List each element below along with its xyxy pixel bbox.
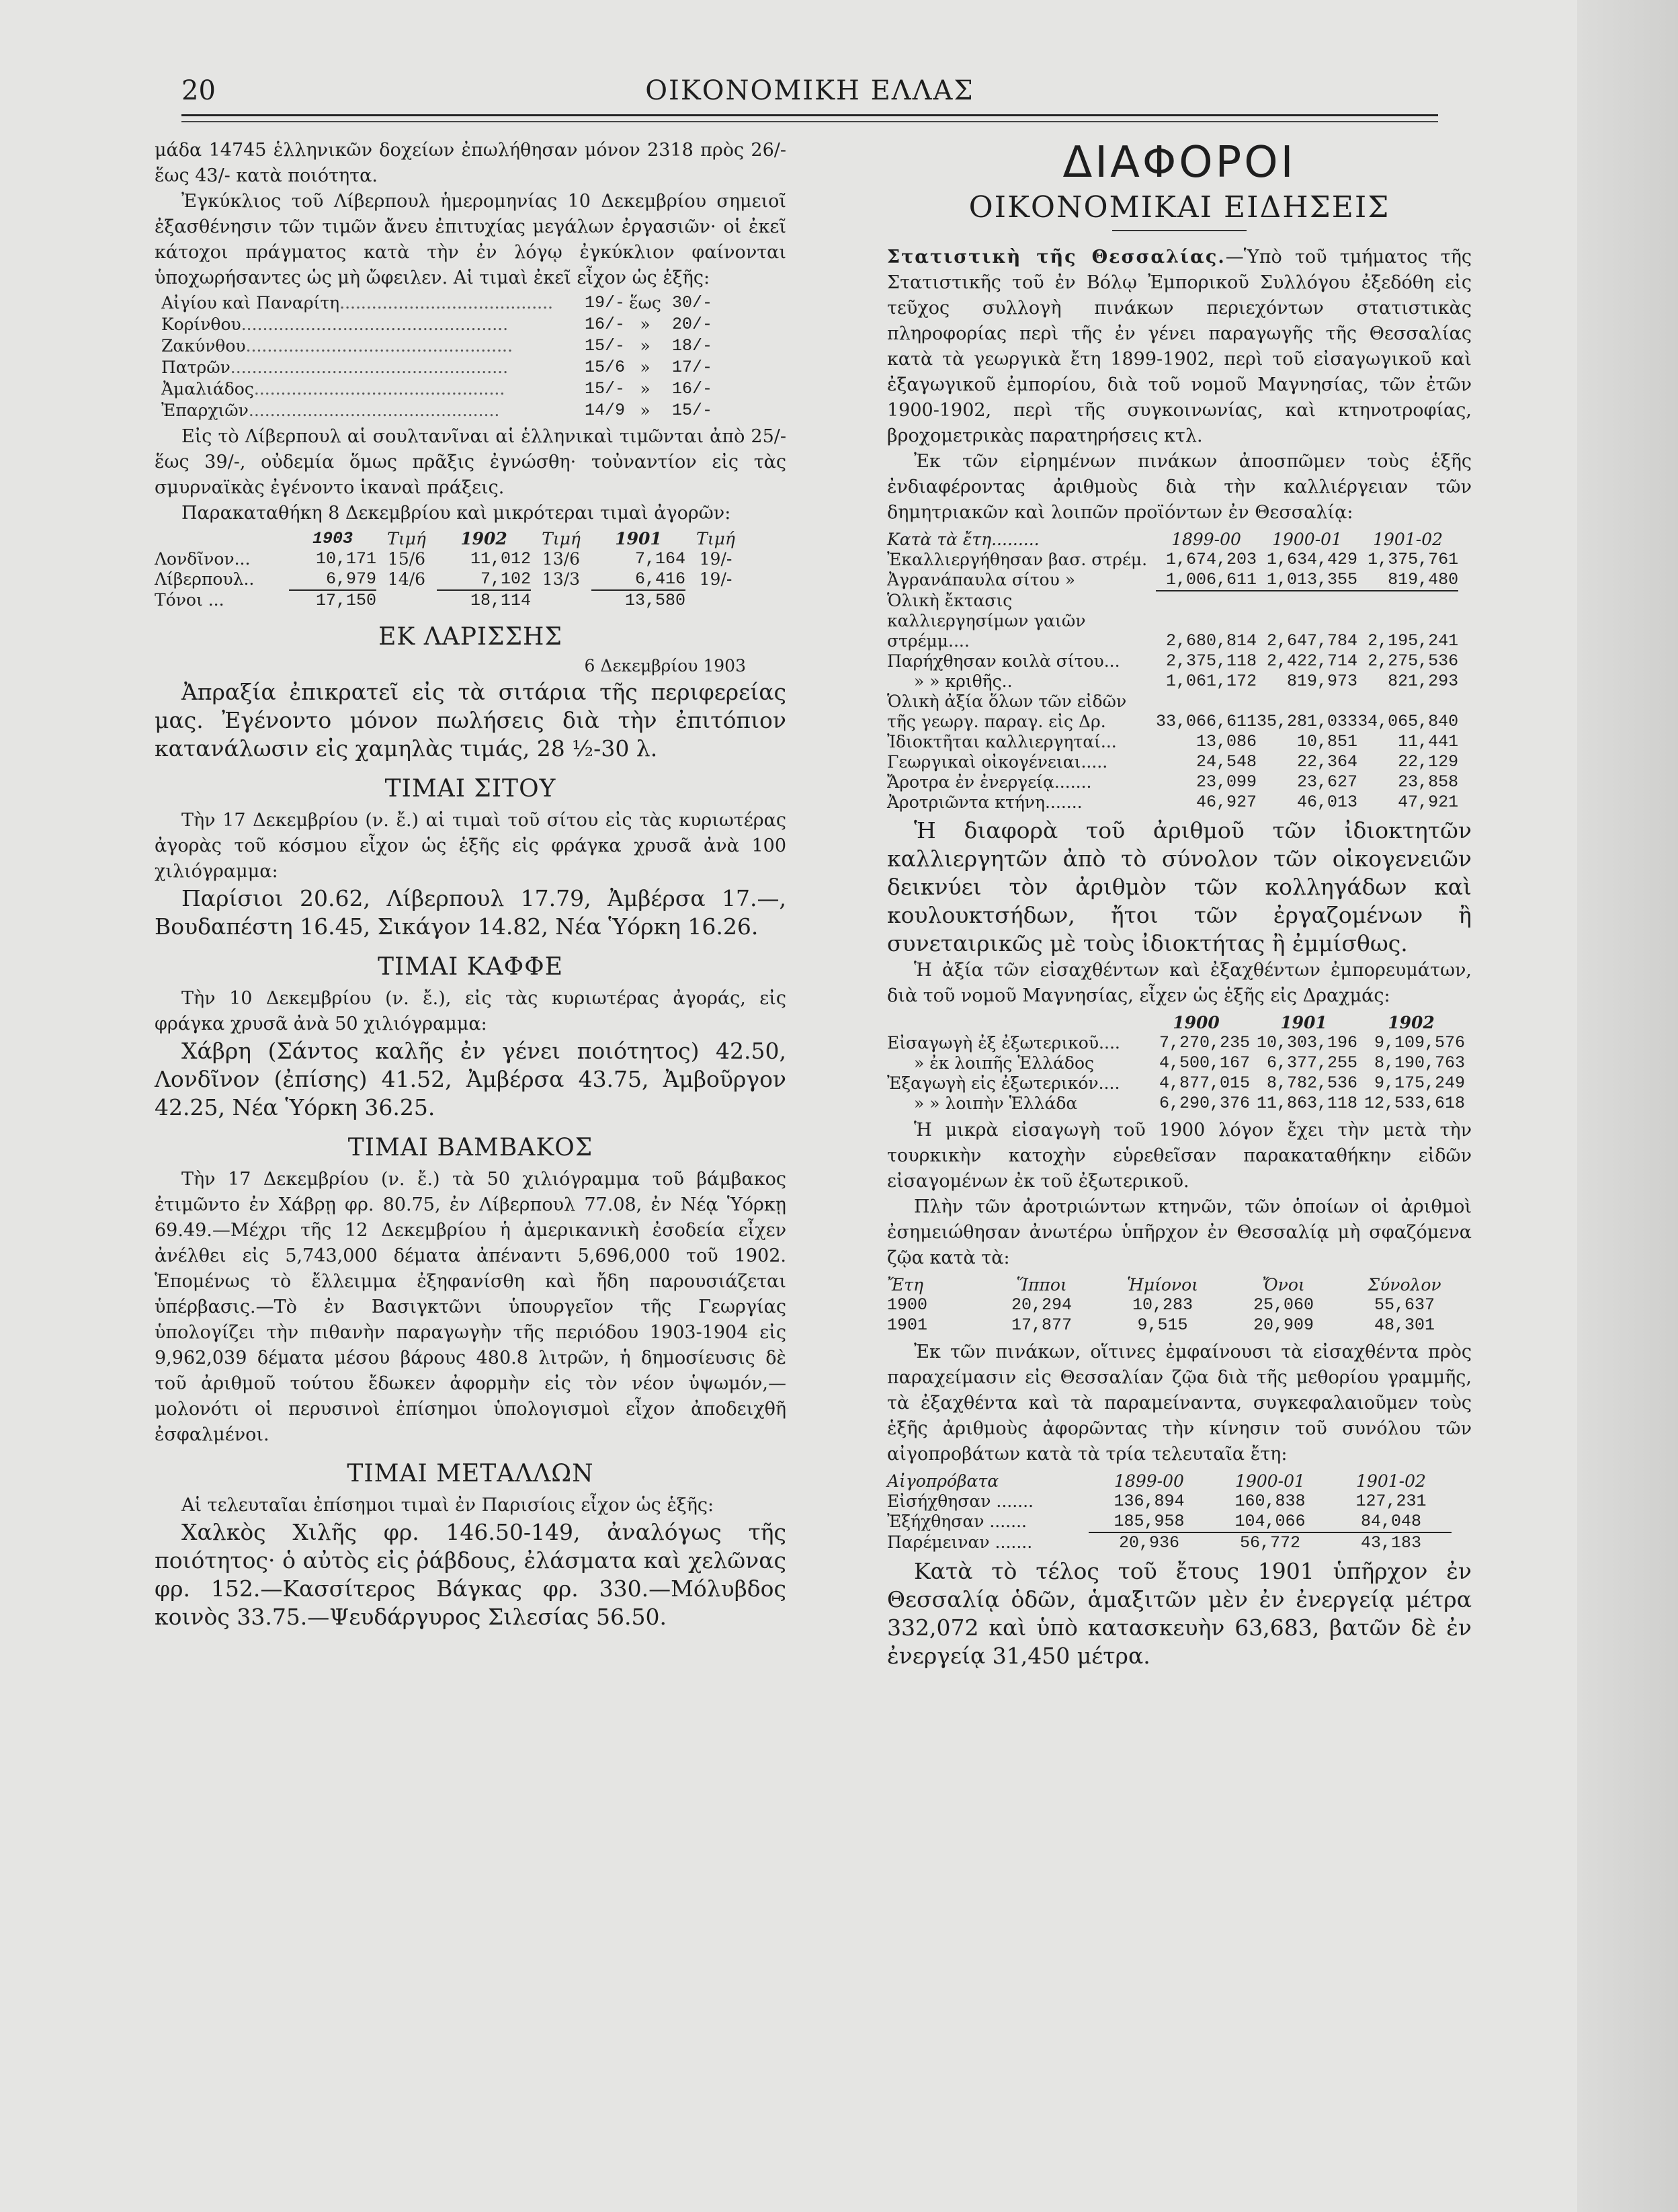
- table-row: [161, 400, 712, 421]
- table-cell: 9,175,249: [1374, 1073, 1465, 1093]
- section-heading: ΤΙΜΑΙ ΜΕΤΑΛΛΩΝ: [347, 1460, 594, 1487]
- table-cell: 10,171: [315, 549, 376, 569]
- table-cell: Ἀροτριῶντα κτήνη.......: [887, 792, 1083, 812]
- sheep-goats-table: [887, 1471, 1452, 1553]
- table-row: [887, 1491, 1452, 1512]
- table-cell: 819,973: [1287, 671, 1358, 691]
- table-row: [887, 732, 1458, 752]
- table-row: [161, 292, 712, 314]
- table-cell: 6,377,255: [1266, 1053, 1357, 1073]
- paragraph: Ἡ διαφορὰ τοῦ ἀριθμοῦ τῶν ἰδιοκτητῶν καλλιεργητῶν ἀπὸ τὸ σύνολον τῶν οἰκογενειῶν δεικνύει τὸν ἀριθμὸν τῶν κολληγάδων καὶ κουλουκτσήδων, ἤτοι τῶν ἐργαζομένων ἢ συνεταιρικῶς μὲ τοὺς ἰδιοκτήτας ἢ ἐμμίσθως.: [887, 817, 1472, 956]
- table-cell: 84,048: [1331, 1512, 1452, 1532]
- table-cell: [531, 590, 591, 611]
- table-header: 1903: [312, 529, 353, 548]
- table-cell: 19/-: [584, 293, 625, 313]
- table-cell: Τόνοι ...: [155, 590, 224, 610]
- section-title: ΔΙΑΦΟΡΟΙ: [1062, 138, 1296, 188]
- paragraph: Κατὰ τὸ τέλος τοῦ ἔτους 1901 ὑπῆρχον ἐν Θεσσαλίᾳ ὁδῶν, ἁμαξιτῶν μὲν ἐν ἐνεργείᾳ μέτρα 332,072 καὶ ὑπὸ κατασκευὴν 63,683, βατῶν δὲ ἐν ἐνεργείᾳ 31,450 μέτρα.: [887, 1558, 1472, 1669]
- table-cell: »: [640, 315, 651, 334]
- table-cell: 10,851: [1297, 732, 1358, 751]
- table-cell: 35,281,033: [1257, 712, 1358, 731]
- livestock-table: [887, 1275, 1465, 1336]
- table-cell: 4,877,015: [1159, 1073, 1250, 1093]
- running-header: [181, 75, 1438, 116]
- journal-title: ΟΙΚΟΝΟΜΙΚΗ ΕΛΛΑΣ: [645, 75, 974, 106]
- table-row: [887, 570, 1458, 591]
- table-row: [155, 569, 746, 590]
- table-cell: Ἀγρανάπαυλα σίτου »: [887, 570, 1076, 589]
- table-header: Ἵπποι: [1016, 1275, 1067, 1295]
- paragraph: μάδα 14745 ἑλληνικῶν δοχείων ἐπωλήθησαν μόνον 2318 πρὸς 26/- ἕως 43/- κατὰ ποιότητα.: [155, 140, 786, 186]
- paragraph: Παρακαταθήκη 8 Δεκεμβρίου καὶ μικρότεραι τιμαὶ ἀγορῶν:: [181, 503, 731, 524]
- table-cell: 2,195,241: [1368, 631, 1459, 651]
- table-cell: 34,065,840: [1357, 712, 1459, 731]
- table-cell: 24,548: [1196, 752, 1257, 772]
- table-cell: Εἰσαγωγὴ ἐξ ἐξωτερικοῦ....: [887, 1033, 1120, 1053]
- table-cell: 127,231: [1355, 1491, 1427, 1511]
- section-heading: ΤΙΜΑΙ ΒΑΜΒΑΚΟΣ: [347, 1134, 593, 1161]
- table-header: Τιμή: [542, 529, 581, 548]
- table-row: [887, 591, 1458, 651]
- table-cell: Ζακύνθου..................................................: [161, 336, 513, 356]
- table-cell: Κορίνθου..................................................: [161, 315, 509, 334]
- trade-table: [887, 1013, 1465, 1114]
- table-header-row: [887, 1275, 1465, 1295]
- table-header-row: [155, 529, 746, 549]
- left-column: [155, 138, 786, 1631]
- table-cell: 25,060: [1253, 1295, 1314, 1315]
- table-row: [887, 671, 1458, 692]
- table-header: Τιμή: [696, 529, 735, 548]
- table-cell: 1900: [887, 1295, 928, 1315]
- table-cell: 7,102: [437, 569, 531, 590]
- table-cell: 1,674,203: [1166, 550, 1257, 569]
- table-cell: » » λοιπὴν Ἑλλάδα: [914, 1094, 1078, 1113]
- table-row: [887, 792, 1458, 813]
- table-cell: 23,627: [1297, 772, 1358, 792]
- table-cell: 2,680,814: [1166, 631, 1257, 651]
- table-header: 1901-02: [1356, 1471, 1426, 1491]
- table-cell: 10,303,196: [1256, 1033, 1357, 1053]
- paragraph: Χαλκὸς Χιλῆς φρ. 146.50-149, ἀναλόγως τῆς ποιότητος· ὁ αὐτὸς εἰς ῥάβδους, ἐλάσματα καὶ χελῶνας φρ. 152.—Κασσίτερος Βάγκας φρ. 330.—Μόλυβδος κοινὸς 33.75.—Ψευδάργυρος Σιλεσίας 56.50.: [155, 1519, 786, 1630]
- table-row: [155, 590, 746, 611]
- table-cell: 11,012: [470, 549, 531, 569]
- table-cell: 7,164: [634, 549, 685, 569]
- table-header: Αἰγοπρόβατα: [887, 1471, 999, 1491]
- table-cell: Γεωργικαὶ οἰκογένειαι.....: [887, 752, 1108, 772]
- paragraph: [887, 245, 1472, 449]
- table-cell: 48,301: [1374, 1315, 1435, 1335]
- table-cell: 22,364: [1297, 752, 1358, 772]
- table-cell: 56,772: [1239, 1533, 1300, 1553]
- table-cell: 18,114: [470, 591, 531, 610]
- table-cell: 16/-: [584, 315, 625, 334]
- paragraph: Τὴν 17 Δεκεμβρίου (ν. ἔ.) τὰ 50 χιλιόγραμμα τοῦ βάμβακος ἐτιμῶντο ἐν Χάβρῃ φρ. 80.75, ἐν Λίβερπουλ 77.08, ἐν Νέᾳ Ὑόρκῃ 69.49.—Μέχρι τῆς 12 Δεκεμβρίου ἡ ἀμερικανικὴ ἐσοδεία εἶχεν ἀνέλθει εἰς 5,743,000 δέματα ἀπέναντι 5,696,000 τοῦ 1902. Ἑπομένως τὸ ἔλλειμμα ἐξηφανίσθη καὶ ἤδη παρουσιάζεται ὑπέρβασις.—Τὸ ἐν Βασιγκτῶνι ὑπουργεῖον τῆς Γεωργίας ὑπολογίζει τὴν πιθανὴν παραγωγὴν τῆς περιόδου 1903-1904 εἰς 9,962,039 δέματα μέσου βάρους 480.8 λιτρῶν, ἡ δημοσίευσις δὲ τοῦ ἀριθμοῦ τούτου ἔδωκεν ἀφορμὴν εἰς τὸν νέον ὑψωμόν,—μολονότι οἱ περυσινοὶ ἐπίσημοι ὑπολογισμοὶ εἶχον ἀποδειχθῆ ἐσφαλμένοι.: [155, 1169, 786, 1445]
- table-header: Κατὰ τὰ ἔτη.........: [887, 530, 1040, 549]
- paragraph: Τὴν 17 Δεκεμβρίου (ν. ἔ.) αἱ τιμαὶ τοῦ σίτου εἰς τὰς κυριωτέρας ἀγορὰς τοῦ κόσμου εἶχον ὡς ἑξῆς εἰς φράγκα χρυσᾶ ἀνὰ 100 χιλιόγραμμα:: [155, 810, 786, 882]
- table-header: [887, 1013, 1142, 1033]
- table-cell: 12,533,618: [1364, 1094, 1465, 1113]
- table-cell: 9,109,576: [1374, 1033, 1465, 1053]
- table-cell: 2,375,118: [1166, 651, 1257, 671]
- table-cell: 2,422,714: [1267, 651, 1358, 671]
- table-cell: 15/-: [584, 336, 625, 356]
- table-cell: 47,921: [1398, 792, 1459, 812]
- table-row: [887, 752, 1458, 772]
- table-row: [887, 1512, 1452, 1532]
- table-cell: » » κριθῆς..: [914, 671, 1013, 691]
- table-cell: 13/6: [542, 549, 581, 569]
- paragraph: Αἱ τελευταῖαι ἐπίσημοι τιμαὶ ἐν Παρισίοις εἶχον ὡς ἑξῆς:: [181, 1495, 714, 1516]
- table-cell: Πατρῶν....................................................: [161, 358, 509, 377]
- thessaly-agriculture-table: [887, 530, 1458, 813]
- table-cell: 2,647,784: [1267, 631, 1358, 651]
- table-cell: Ἄροτρα ἐν ἐνεργείᾳ.......: [887, 772, 1092, 792]
- paragraph-text: —Ὑπὸ τοῦ τμήματος τῆς Στατιστικῆς τοῦ ἐν Βόλῳ Ἐμπορικοῦ Συλλόγου ἐξεδόθη εἰς τεῦχος συλλογὴ πινάκων περιεχόντων στατιστικὰς πληροφορίας περὶ τῆς ἐν γένει παραγωγῆς τῆς Θεσσαλίας κατὰ τὰ γεωργικὰ ἔτη 1899-1902, περὶ τοῦ εἰσαγωγικοῦ καὶ ἐξαγωγικοῦ ἐμπορίου, διὰ τοῦ νομοῦ Μαγνησίας, τῶν ἐτῶν 1900-1902, περὶ τῆς συγκοινωνίας, καὶ κτηνοτροφίας, βροχομετρικὰς παρατηρήσεις κτλ.: [887, 247, 1472, 446]
- table-header: 1902: [460, 529, 507, 548]
- table-header: 1900: [1173, 1013, 1220, 1032]
- table-header: Σύνολον: [1368, 1275, 1441, 1295]
- lead-heading: Στατιστικὴ τῆς Θεσσαλίας.: [887, 247, 1226, 268]
- table-cell: Εἰσήχθησαν .......: [887, 1491, 1034, 1511]
- header-rule-thin: [181, 121, 1438, 122]
- table-cell: 20,909: [1253, 1315, 1314, 1335]
- paragraph: Παρίσιοι 20.62, Λίβερπουλ 17.79, Ἀμβέρσα 17.—, Βουδαπέστη 16.45, Σικάγον 14.82, Νέα Ὑόρκη 16.26.: [155, 885, 786, 940]
- table-row: [887, 1033, 1465, 1053]
- table-cell: » ἐκ λοιπῆς Ἑλλάδος: [914, 1053, 1094, 1073]
- table-cell: 1901: [887, 1315, 928, 1335]
- header-rule: [181, 114, 1438, 116]
- table-cell: 16/-: [671, 379, 712, 399]
- table-cell: 15/6: [387, 549, 426, 569]
- table-cell: Ἀμαλιάδος...............................................: [161, 379, 505, 399]
- table-cell: 819,480: [1357, 570, 1458, 591]
- table-row: [887, 1315, 1465, 1336]
- page-edge-shadow: [1577, 0, 1678, 2212]
- table-cell: Ὁλικὴ ἔκτασις καλλιεργησίμων γαιῶν στρέμμ....: [887, 591, 1086, 651]
- table-cell: Ἐξήχθησαν .......: [887, 1512, 1027, 1531]
- table-cell: 1,006,611: [1156, 570, 1257, 591]
- table-cell: 8,782,536: [1266, 1073, 1357, 1093]
- table-cell: 15/-: [671, 401, 712, 420]
- paragraph: Χάβρη (Σάντος καλῆς ἐν γένει ποιότητος) 42.50, Λονδῖνον (ἐπίσης) 41.52, Ἀμβέρσα 43.75, Ἀμβοῦργον 42.25, Νέα Ὑόρκη 36.25.: [155, 1038, 786, 1120]
- table-cell: ἕως: [629, 293, 661, 313]
- paragraph: Ἡ μικρὰ εἰσαγωγὴ τοῦ 1900 λόγον ἔχει τὴν μετὰ τὴν τουρκικὴν κατοχὴν εὑρεθεῖσαν παρακαταθήκην εἰδῶν εἰσαγομένων ἐκ τοῦ ἐξωτερικοῦ.: [887, 1120, 1472, 1192]
- table-cell: Παρήχθησαν κοιλὰ σίτου...: [887, 651, 1120, 671]
- table-cell: 23,858: [1398, 772, 1459, 792]
- table-cell: 15/-: [584, 379, 625, 399]
- table-header: 1901-02: [1373, 530, 1443, 549]
- table-cell: 23,099: [1196, 772, 1257, 792]
- table-header-row: [887, 530, 1458, 550]
- paragraph: Πλὴν τῶν ἀροτριώντων κτηνῶν, τῶν ὁποίων οἱ ἀριθμοὶ ἐσημειώθησαν ἀνωτέρω ὑπῆρχον ἐν Θεσσαλίᾳ μὴ σφαζόμενα ζῷα κατὰ τὰ:: [887, 1196, 1472, 1268]
- table-header: 1901: [615, 529, 662, 548]
- table-header: 1900-01: [1235, 1471, 1305, 1491]
- table-cell: 19/-: [699, 569, 732, 589]
- table-cell: 30/-: [671, 293, 712, 313]
- table-cell: »: [640, 401, 651, 420]
- table-cell: 18/-: [671, 336, 712, 356]
- table-cell: Ὁλικὴ ἀξία ὅλων τῶν εἰδῶν τῆς γεωργ. παραγ. εἰς Δρ.: [887, 692, 1127, 731]
- table-header: Ἔτη: [887, 1275, 924, 1295]
- table-cell: »: [640, 336, 651, 356]
- table-cell: 13,086: [1196, 732, 1257, 751]
- table-cell: 14/9: [584, 401, 625, 420]
- table-header: [155, 529, 289, 549]
- table-cell: 20,936: [1118, 1533, 1179, 1553]
- paragraph: Εἰς τὸ Λίβερπουλ αἱ σουλτανῖναι αἱ ἑλληνικαὶ τιμῶνται ἀπὸ 25/- ἕως 39/-, οὐδεμία ὅμως πρᾶξις ἐγνώσθη· τοὐναντίον εἰς τὰς σμυρναϊκὰς ἐγένοντο ἱκαναὶ πράξεις.: [155, 426, 786, 498]
- table-row: [161, 335, 712, 357]
- table-header: Τιμή: [387, 529, 426, 548]
- table-cell: Ἐξαγωγὴ εἰς ἐξωτερικόν....: [887, 1073, 1120, 1093]
- table-cell: 4,500,167: [1159, 1053, 1250, 1073]
- stock-table: [155, 529, 746, 611]
- table-header: 1899-00: [1171, 530, 1241, 549]
- table-cell: Ἐπαρχιῶν...............................................: [161, 401, 500, 420]
- table-cell: 14/6: [387, 569, 426, 589]
- table-cell: 821,293: [1388, 671, 1459, 691]
- paragraph: Ἐγκύκλιος τοῦ Λίβερπουλ ἡμερομηνίας 10 Δεκεμβρίου σημειοῖ ἐξασθένησιν τῶν τιμῶν ἄνευ ἐπιτυχίας μεγάλων ἐργασιῶν· οἱ ἐκεῖ κάτοχοι πράγματος κατὰ τὴν ἐν λόγῳ ἐγκύκλιον φαίνονται ὑποχωρήσαντες ὡς μὴ ὤφειλεν. Αἱ τιμαὶ ἐκεῖ εἶχον ὡς ἑξῆς:: [155, 191, 786, 288]
- table-cell: 13/3: [542, 569, 581, 589]
- table-row: [887, 1094, 1465, 1114]
- table-row: [887, 1053, 1465, 1073]
- title-rule: [1112, 230, 1247, 231]
- table-row: [887, 1532, 1452, 1553]
- table-cell: 1,375,761: [1368, 550, 1459, 569]
- section-heading: ΤΙΜΑΙ ΚΑΦΦΕ: [378, 953, 563, 981]
- table-row: [887, 692, 1458, 732]
- table-header: 1899-00: [1114, 1471, 1184, 1491]
- table-cell: 185,958: [1089, 1512, 1210, 1532]
- page-number: 20: [181, 75, 216, 106]
- table-cell: 17,877: [1011, 1315, 1072, 1335]
- table-row: [887, 550, 1458, 570]
- paragraph: Τὴν 10 Δεκεμβρίου (ν. ἔ.), εἰς τὰς κυριωτέρας ἀγοράς, εἰς φράγκα χρυσᾶ ἀνὰ 50 χιλιόγραμμα:: [155, 988, 786, 1034]
- table-header-row: [887, 1013, 1465, 1033]
- table-cell: 10,283: [1132, 1295, 1193, 1315]
- table-cell: 20/-: [671, 315, 712, 334]
- table-cell: [376, 590, 437, 611]
- table-row: [161, 357, 712, 378]
- table-row: [887, 1295, 1465, 1315]
- table-header: 1901: [1280, 1013, 1327, 1032]
- table-cell: 22,129: [1398, 752, 1459, 772]
- table-cell: 104,066: [1210, 1512, 1331, 1532]
- paragraph: Ἐκ τῶν εἰρημένων πινάκων ἀποσπῶμεν τοὺς ἑξῆς ἐνδιαφέροντας ἀριθμοὺς διὰ τὴν καλλιέργειαν τῶν δημητριακῶν καὶ λοιπῶν προϊόντων ἐν Θεσσαλίᾳ:: [887, 451, 1472, 523]
- liverpool-price-table: [161, 292, 712, 421]
- table-cell: 17,150: [315, 591, 376, 610]
- table-cell: 8,190,763: [1374, 1053, 1465, 1073]
- table-header: 1900-01: [1272, 530, 1342, 549]
- table-cell: Παρέμειναν .......: [887, 1532, 1033, 1552]
- table-cell: 9,515: [1137, 1315, 1188, 1335]
- table-header-row: [887, 1471, 1452, 1491]
- table-cell: 1,061,172: [1166, 671, 1257, 691]
- table-cell: 19/-: [699, 549, 732, 569]
- table-cell: 55,637: [1374, 1295, 1435, 1315]
- table-cell: »: [640, 358, 651, 377]
- table-cell: Λίβερπουλ..: [155, 569, 255, 589]
- table-cell: 136,894: [1114, 1491, 1185, 1511]
- table-row: [887, 651, 1458, 671]
- table-cell: 11,441: [1398, 732, 1459, 751]
- table-cell: 11,863,118: [1256, 1094, 1357, 1113]
- table-cell: 1,013,355: [1257, 570, 1357, 591]
- table-row: [161, 314, 712, 335]
- table-cell: 6,979: [289, 569, 376, 590]
- table-cell: 43,183: [1360, 1533, 1421, 1553]
- table-cell: 2,275,536: [1368, 651, 1459, 671]
- table-cell: 15/6: [584, 358, 625, 377]
- table-cell: Αἰγίου καὶ Παναρίτη........................................: [161, 293, 553, 313]
- table-row: [887, 1073, 1465, 1094]
- table-header: Ὄνοι: [1262, 1275, 1305, 1295]
- table-cell: Ἐκαλλιεργήθησαν βασ. στρέμ.: [887, 550, 1148, 569]
- right-column: [887, 138, 1472, 1670]
- table-cell: 1,634,429: [1267, 550, 1358, 569]
- table-header: Ἡμίονοι: [1127, 1275, 1198, 1295]
- table-cell: Λονδῖνον...: [155, 549, 251, 569]
- table-header: 1902: [1388, 1013, 1435, 1032]
- table-row: [887, 772, 1458, 792]
- table-row: [155, 549, 746, 569]
- section-subtitle: ΟΙΚΟΝΟΜΙΚΑΙ ΕΙΔΗΣΕΙΣ: [968, 190, 1390, 224]
- table-cell: 46,927: [1196, 792, 1257, 812]
- table-cell: 6,416: [591, 569, 685, 590]
- paragraph: Ἐκ τῶν πινάκων, οἵτινες ἐμφαίνουσι τὰ εἰσαχθέντα πρὸς παραχείμασιν εἰς Θεσσαλίαν ζῷα διὰ τῆς μεθορίου γραμμῆς, τὰ ἐξαχθέντα καὶ τὰ παραμείναντα, συγκεφαλαιοῦμεν τοὺς ἑξῆς ἀριθμοὺς ἀφορῶντας τὴν κίνησιν τοῦ συνόλου τῶν αἰγοπροβάτων κατὰ τὰ τρία τελευταῖα ἔτη:: [887, 1342, 1472, 1465]
- table-cell: »: [640, 379, 651, 399]
- paragraph: Ἡ ἀξία τῶν εἰσαχθέντων καὶ ἐξαχθέντων ἐμπορευμάτων, διὰ τοῦ νομοῦ Μαγνησίας, εἶχεν ὡς ἑξῆς εἰς Δραχμάς:: [887, 960, 1472, 1006]
- table-cell: 160,838: [1234, 1491, 1306, 1511]
- table-cell: 7,270,235: [1159, 1033, 1250, 1053]
- table-row: [161, 378, 712, 400]
- table-cell: 33,066,611: [1156, 712, 1257, 731]
- table-cell: 20,294: [1011, 1295, 1072, 1315]
- table-cell: 46,013: [1297, 792, 1358, 812]
- table-cell: Ἰδιοκτῆται καλλιεργηταί...: [887, 732, 1117, 751]
- section-heading: ΕΚ ΛΑΡΙΣΣΗΣ: [378, 623, 562, 651]
- table-cell: 17/-: [671, 358, 712, 377]
- paragraph: Ἀπραξία ἐπικρατεῖ εἰς τὰ σιτάρια τῆς περιφερείας μας. Ἐγένοντο μόνον πωλήσεις διὰ τὴν ἐπιτόπιον κατανάλωσιν εἰς χαμηλὰς τιμάς, 28 ½-30 λ.: [155, 679, 786, 762]
- table-cell: 6,290,376: [1159, 1094, 1250, 1113]
- dateline: 6 Δεκεμβρίου 1903: [584, 656, 746, 675]
- table-cell: 13,580: [624, 591, 685, 610]
- table-cell: [685, 590, 746, 611]
- section-heading: ΤΙΜΑΙ ΣΙΤΟΥ: [384, 775, 556, 803]
